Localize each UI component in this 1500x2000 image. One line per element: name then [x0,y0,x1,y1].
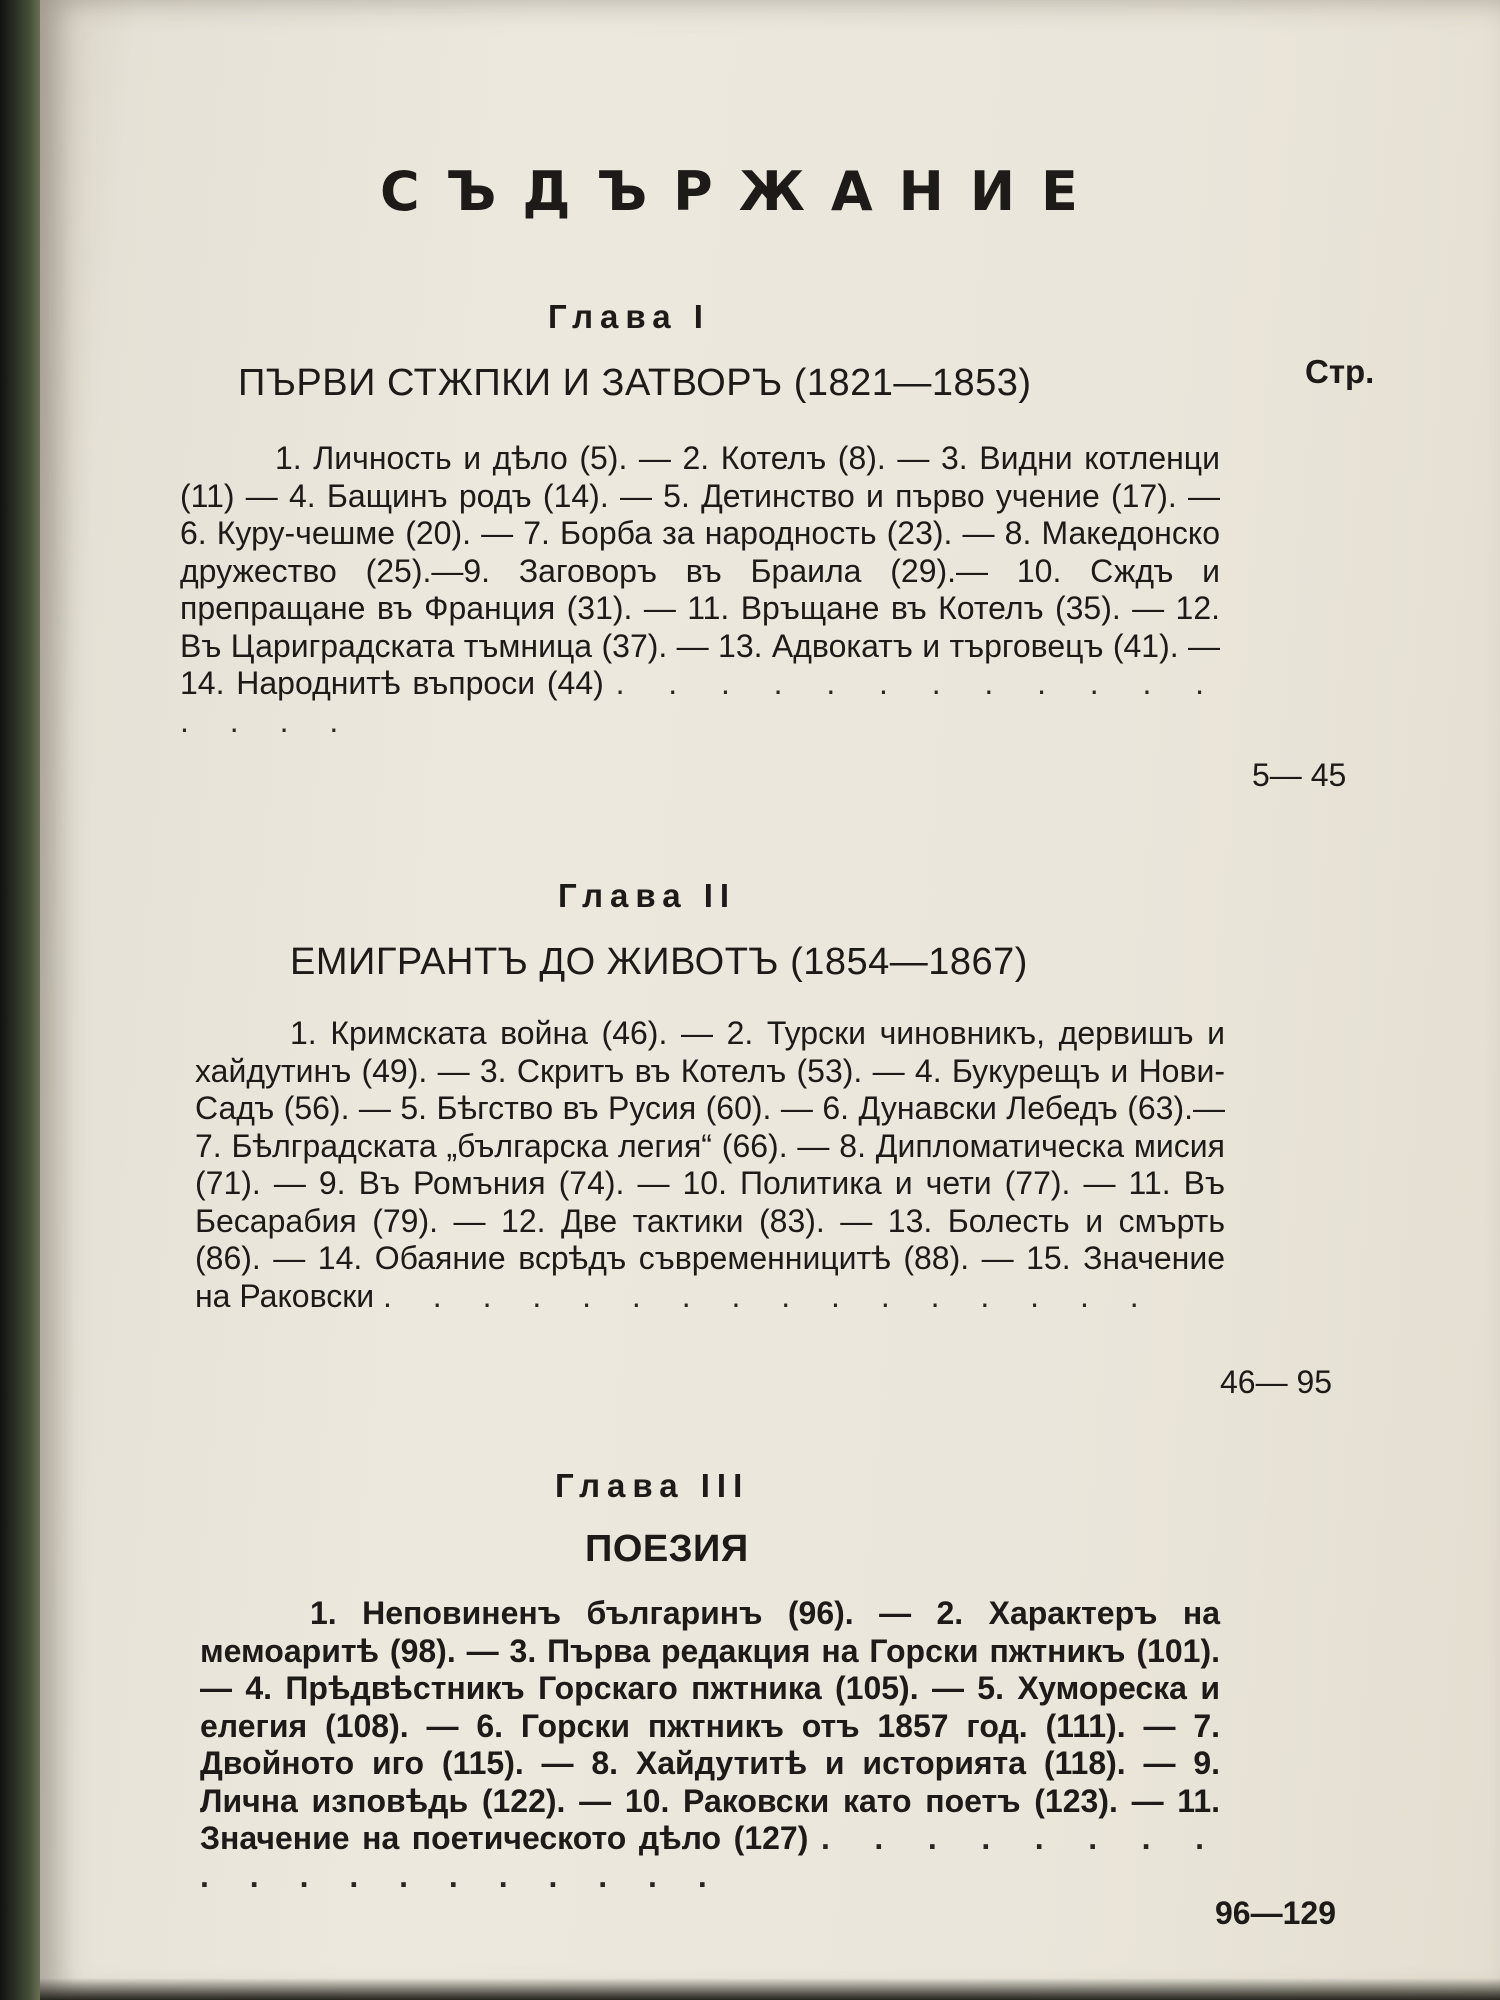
chapter-label: Глава I [548,298,710,335]
chapter-title: ЕМИГРАНТЪ ДО ЖИВОТЪ (1854—1867) [290,941,1028,983]
dot-leader: . . . . . . . . . . . . . . . . . . . [200,1820,1221,1894]
chapter-title: ПЪРВИ СТЖПКИ И ЗАТВОРЪ (1821—1853) [238,362,1032,404]
dot-leader: . . . . . . . . . . . . . . . . [383,1277,1155,1314]
book-spine [0,0,40,2000]
chapter-contents [180,440,1220,740]
chapter-label: Глава III [555,1467,750,1504]
contents-text: 1. Личность и дѣло (5). — 2. Котелъ (8). — 3. Видни котленци (11) — 4. Бащинъ родъ (14). — 5. Детинство и първо учение (17). — 6. Куру-чешме (20). — 7. Борба за народность (23). — 8. Македонско дружество (25).—9. Заговоръ въ Браила (29).— 10. Сждъ и препращане въ Франция (31). — 11. Връщане въ Котелъ (35). — 12. Въ Цариградската тъмница (37). — 13. Адвокатъ и търговецъ (41). — 14. Народнитѣ въпроси (44) [180,440,1220,701]
page-range: 5— 45 [1252,757,1347,793]
chapter-contents [200,1595,1220,1895]
contents-text: 1. Неповиненъ българинъ (96). — 2. Характеръ на мемоаритѣ (98). — 3. Първа редакция на Горски пжтникъ (101). — 4. Прѣдвѣстникъ Горскаго пжтника (105). — 5. Хумореска и елегия (108). — 6. Горски пжтникъ отъ 1857 год. (111). — 7. Двойното иго (115). — 8. Хайдутитѣ и историята (118). — 9. Лична изповѣдь (122). — 10. Раковски като поетъ (123). — 11. Значение на поетическото дѣло (127) [200,1595,1220,1856]
chapter-title: ПОЕЗИЯ [585,1528,749,1570]
page-range: 46— 95 [1220,1364,1333,1400]
chapter-contents [195,1015,1225,1315]
page-column-label: Стр. [1305,353,1375,390]
document-title: СЪДЪРЖАНИЕ [380,160,1104,223]
page-range: 96—129 [1215,1895,1336,1931]
contents-text: 1. Кримската война (46). — 2. Турски чиновникъ, дервишъ и хайдутинъ (49). — 3. Скритъ въ Котелъ (53). — 4. Букурещъ и Нови-Садъ (56). — 5. Бѣгство въ Русия (60). — 6. Дунавски Лебедъ (63).— 7. Бѣлградската „българска легия“ (66). — 8. Дипломатическа мисия (71). — 9. Въ Ромъния (74). — 10. Политика и чети (77). — 11. Въ Бесарабия (79). — 12. Две тактики (83). — 13. Болесть и смърть (86). — 14. Обаяние всрѣдъ съвременницитѣ (88). — 15. Значение на Раковски [195,1015,1225,1314]
chapter-label: Глава II [558,877,737,914]
book-page [40,0,1500,2000]
dot-leader: . . . . . . . . . . . . . . . . [180,665,1221,739]
page-bottom-shadow [40,1978,1500,2000]
